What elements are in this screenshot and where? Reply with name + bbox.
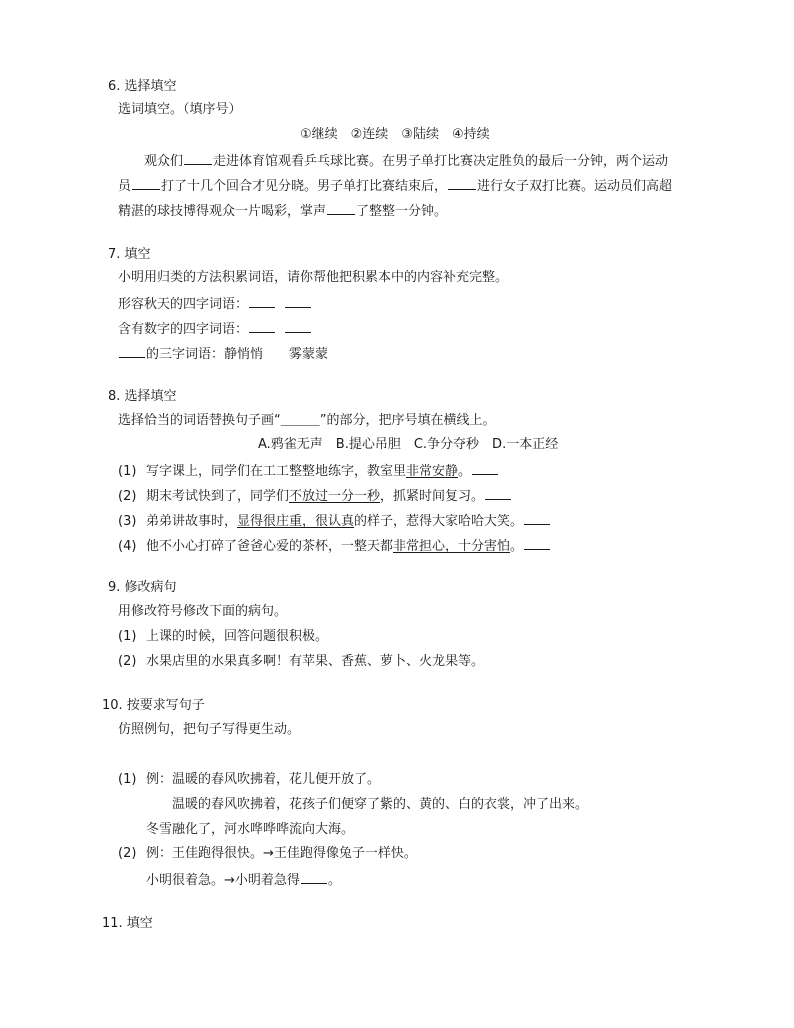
answer-blank[interactable] [301,871,327,884]
item-text: ，抓紧时间复习。 [380,489,485,504]
answer-blank[interactable] [285,295,311,308]
answer-blank[interactable] [485,487,511,500]
underlined-phrase: 非常担心，十分害怕 [393,539,511,554]
item-text: 。 [458,464,472,479]
exercise-text: 。 [327,873,341,888]
q7-label: 形容秋天的四字词语： [118,297,249,312]
q6-text: 员 [118,179,132,194]
q6-para-line3 [118,202,447,220]
list-item [118,846,417,862]
q6-text: 观众们 [144,154,184,169]
example-answer: 温暖的春风吹拂着，花孩子们便穿了紫的、黄的、白的衣裳，冲了出来。 [172,797,589,812]
item-text: 写字课上，同学们在工工整整地练字，教室里 [146,464,407,479]
q7-line-number [118,320,312,338]
q10-heading: 10. 按要求写句子 [102,698,205,713]
q7-label: 含有数字的四字词语： [118,322,249,337]
item-text: 水果店里的水果真多啊！有苹果、香蕉、萝卜、火龙果等。 [146,654,485,669]
item-text: 弟弟讲故事时， [146,514,238,529]
q7-heading: 7. 填空 [108,247,151,262]
item-number: (2) [118,846,137,861]
exercise-sentence: 冬雪融化了，河水哗哗哗流向大海。 [146,822,355,837]
answer-blank[interactable] [249,320,275,333]
item-number: (1) [118,772,137,787]
q10-instruction: 仿照例句，把句子写得更生动。 [118,722,301,737]
list-item [118,487,512,505]
item-number: (4) [118,539,137,554]
q7-instruction: 小明用归类的方法积累词语，请你帮他把积累本中的内容补充完整。 [118,270,509,285]
list-item [118,629,328,645]
example-text: 例：温暖的春风吹拂着，花儿便开放了。 [146,772,381,787]
q11-heading: 11. 填空 [102,916,153,931]
q9-heading: 9. 修改病句 [108,580,177,595]
item-number: (3) [118,514,137,529]
q6-instruction: 选词填空。（填序号） [118,102,242,117]
q6-heading: 6. 选择填空 [108,79,177,94]
q9-instruction: 用修改符号修改下面的病句。 [118,604,288,619]
answer-blank[interactable] [132,177,160,190]
list-item [118,772,380,788]
answer-blank[interactable] [249,295,275,308]
exercise-text: 小明很着急。→小明着急得 [146,873,300,888]
q8-options: A.鸦雀无声 B.提心吊胆 C.争分夺秒 D.一本正经 [258,437,559,452]
answer-blank[interactable] [184,152,212,165]
item-number: (1) [118,464,137,479]
q6-text: 精湛的球技博得观众一片喝彩，掌声 [118,204,327,219]
q6-options: ①继续 ②连续 ③陆续 ④持续 [300,127,490,142]
answer-blank[interactable] [524,512,550,525]
q6-text: 了整整一分钟。 [356,204,448,219]
answer-blank[interactable] [327,202,355,215]
item-number: (2) [118,489,137,504]
underlined-phrase: 不放过一分一秒 [289,489,381,504]
item-number: (2) [118,654,137,669]
q7-line-three-char [118,345,328,363]
list-item [118,462,499,480]
item-text: 的样子，惹得大家哈哈大笑。 [354,514,524,529]
q8-instruction: 选择恰当的词语替换句子画“＿＿＿”的部分，把序号填在横线上。 [118,413,496,428]
exercise-sentence [146,871,341,889]
item-text: 。 [510,539,524,554]
underlined-phrase: 显得很庄重，很认真 [237,514,355,529]
list-item [118,537,551,555]
answer-blank[interactable] [524,537,550,550]
example-text: 例：王佳跑得很快。→王佳跑得像兔子一样快。 [146,846,417,861]
q7-line-autumn [118,295,312,313]
q7-label: 的三字词语：静悄悄 雾蒙蒙 [146,347,329,362]
q6-text: 打了十几个回合才见分晓。男子单打比赛结束后， [161,179,448,194]
q6-para-line1 [144,152,668,170]
answer-blank[interactable] [472,462,498,475]
answer-blank[interactable] [119,345,145,358]
list-item [118,654,484,670]
item-number: (1) [118,629,137,644]
q6-text: 走进体育馆观看乒乓球比赛。在男子单打比赛决定胜负的最后一分钟，两个运动 [213,154,669,169]
item-text: 他不小心打碎了爸爸心爱的茶杯，一整天都 [146,539,394,554]
item-text: 期末考试快到了，同学们 [146,489,290,504]
q8-heading: 8. 选择填空 [108,389,177,404]
answer-blank[interactable] [285,320,311,333]
answer-blank[interactable] [448,177,476,190]
list-item [118,512,551,530]
q6-para-line2 [118,177,672,195]
item-text: 上课的时候，回答问题很积极。 [146,629,329,644]
q6-text: 进行女子双打比赛。运动员们高超 [477,179,673,194]
underlined-phrase: 非常安静 [406,464,459,479]
